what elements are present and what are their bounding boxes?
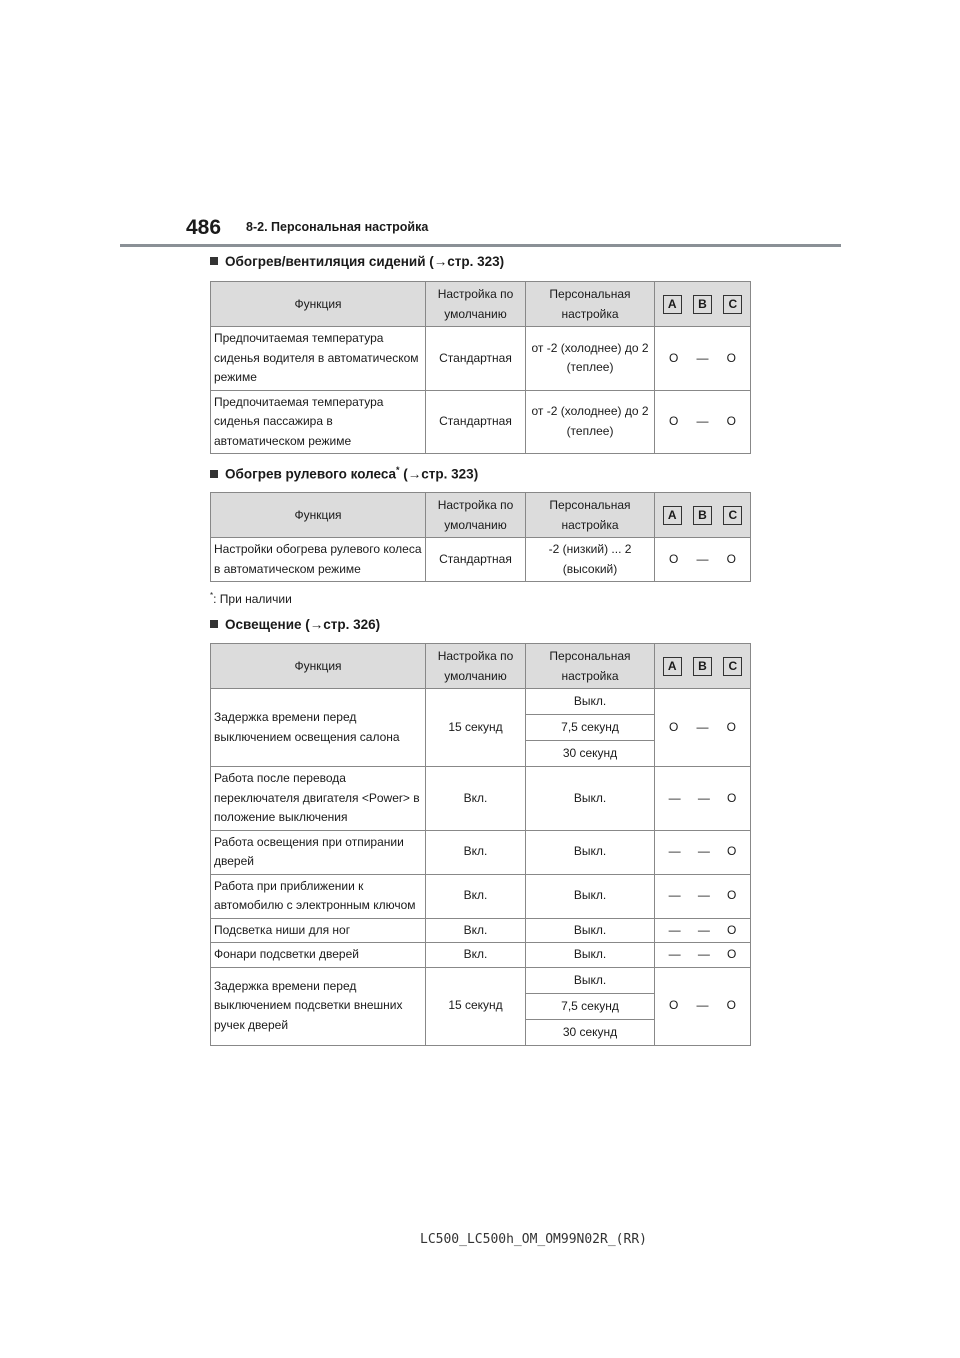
table-row [211,538,751,582]
cell-b: — [697,947,710,961]
page-ref: стр. 326) [323,617,381,632]
cell-abc [655,943,751,968]
section-title: 8-2. Персональная настройка [246,220,429,234]
col-default: Настройка по умолчанию [426,493,526,538]
cell-c: O [727,790,737,805]
cell-personal: Выкл. [526,767,655,831]
col-abc [655,493,751,538]
box-a-icon: A [663,506,682,525]
box-a-icon: A [663,657,682,676]
cell-a: O [669,414,679,428]
table-row [211,918,751,943]
cell-a: O [669,998,679,1013]
heading-paren: ( [399,466,408,482]
cell-abc [655,327,751,391]
table-row [211,767,751,831]
cell-a: O [669,719,679,734]
cell-abc [655,967,751,1045]
header-rule [120,244,841,247]
cell-abc [655,538,751,582]
table-row [211,967,751,1045]
box-b-icon: B [693,506,712,525]
cell-c: O [727,888,737,903]
cell-a: — [668,790,681,805]
col-personal: Персональная настройка [526,644,655,689]
page-ref: стр. 323) [421,466,479,482]
cell-func: Подсветка ниши для ног [211,918,426,943]
cell-default: Стандартная [426,327,526,391]
cell-c: O [727,844,737,859]
table-lighting [210,643,751,1046]
cell-a: O [669,551,679,566]
cell-personal: Выкл. [526,874,655,918]
cell-b: — [696,719,709,734]
heading-text: Обогрев/вентиляция сидений ( [225,254,434,269]
box-c-icon: C [723,657,742,676]
cell-personal [526,689,655,767]
cell-default: 15 секунд [426,689,526,767]
cell-personal: Выкл. [526,830,655,874]
table-header-row [211,644,751,689]
cell-c: O [727,922,737,937]
cell-b: — [696,998,709,1013]
cell-personal: от -2 (холоднее) до 2 (теплее) [526,390,655,454]
bullet-square-icon [210,620,218,628]
col-func: Функция [211,644,426,689]
box-c-icon: C [723,506,742,525]
cell-func: Настройки обогрева рулевого колеса в автоматическом режиме [211,538,426,582]
cell-b: — [696,350,709,365]
footnote-mark: * [210,591,214,600]
cell-b: — [697,888,710,903]
cell-c: O [727,947,737,961]
page-ref: стр. 323) [447,254,505,269]
cell-a: — [668,844,681,859]
cell-c: O [726,551,736,566]
cell-default: 15 секунд [426,967,526,1045]
cell-c: O [726,414,736,428]
cell-personal: Выкл. [526,943,655,968]
box-b-icon: B [693,657,712,676]
table-header-row [211,493,751,538]
bullet-square-icon [210,257,218,265]
col-abc [655,644,751,689]
cell-personal: от -2 (холоднее) до 2 (теплее) [526,327,655,391]
cell-abc [655,830,751,874]
option-off: Выкл. [526,968,654,994]
cell-func: Работа при приближении к автомобилю с электронным ключом [211,874,426,918]
table-row [211,874,751,918]
option-30: 30 секунд [562,1024,618,1039]
bullet-square-icon [210,470,218,478]
cell-personal: -2 (низкий) ... 2 (высокий) [526,538,655,582]
cell-c: O [726,719,736,734]
cell-a: — [668,922,681,937]
cell-c: O [726,350,736,365]
cell-abc [655,767,751,831]
cell-b: — [696,414,709,428]
option-7-5: 7,5 секунд [526,994,654,1020]
table-row [211,830,751,874]
cell-default: Стандартная [426,538,526,582]
cell-func: Предпочитаемая температура сиденья водителя в автоматическом режиме [211,327,426,391]
cell-abc [655,874,751,918]
cell-abc [655,689,751,767]
heading-seat-heating [210,254,504,269]
cell-func: Задержка времени перед выключением подсветки внешних ручек дверей [211,967,426,1045]
cell-func: Работа после перевода переключателя двигателя <Power> в положение выключения [211,767,426,831]
option-30: 30 секунд [562,746,618,760]
cell-default: Вкл. [426,943,526,968]
cell-default: Вкл. [426,874,526,918]
table-row [211,327,751,391]
cell-default: Стандартная [426,390,526,454]
cell-func: Фонари подсветки дверей [211,943,426,968]
box-c-icon: C [723,295,742,314]
cell-default: Вкл. [426,918,526,943]
heading-lighting [210,617,380,632]
table-header-row [211,282,751,327]
box-a-icon: A [663,295,682,314]
box-b-icon: B [693,295,712,314]
arrow-icon: → [407,466,422,482]
arrow-icon: → [309,617,324,632]
heading-text: Освещение ( [225,617,310,632]
cell-abc [655,390,751,454]
cell-func: Предпочитаемая температура сиденья пассажира в автоматическом режиме [211,390,426,454]
cell-a: — [668,947,681,961]
cell-b: — [697,922,710,937]
cell-func: Работа освещения при отпирании дверей [211,830,426,874]
table-seat-heating [210,281,751,454]
cell-personal [526,967,655,1045]
table-row [211,390,751,454]
col-default: Настройка по умолчанию [426,282,526,327]
col-default: Настройка по умолчанию [426,644,526,689]
cell-c: O [726,998,736,1013]
footnote-mark: * [396,465,400,475]
table-steering-heating [210,492,751,582]
heading-steering-heating [210,465,478,482]
arrow-icon: → [433,254,448,269]
page-number: 486 [186,216,222,239]
col-func: Функция [211,282,426,327]
table-row [211,689,751,767]
col-abc [655,282,751,327]
table-row [211,943,751,968]
cell-b: — [696,551,709,566]
footnote-text: : При наличии [213,592,292,606]
cell-personal: Выкл. [526,918,655,943]
footnote [210,591,292,606]
cell-func: Задержка времени перед выключением освещения салона [211,689,426,767]
col-personal: Персональная настройка [526,493,655,538]
col-personal: Персональная настройка [526,282,655,327]
cell-b: — [697,790,710,805]
heading-text: Обогрев рулевого колеса [225,466,397,482]
cell-b: — [697,844,710,859]
cell-a: O [669,350,679,365]
cell-default: Вкл. [426,830,526,874]
cell-default: Вкл. [426,767,526,831]
cell-abc [655,918,751,943]
option-off: Выкл. [526,689,654,715]
cell-a: — [668,888,681,903]
col-func: Функция [211,493,426,538]
option-7-5: 7,5 секунд [526,715,654,741]
footer-code: LC500_LC500h_OM_OM99N02R_(RR) [420,1232,647,1247]
